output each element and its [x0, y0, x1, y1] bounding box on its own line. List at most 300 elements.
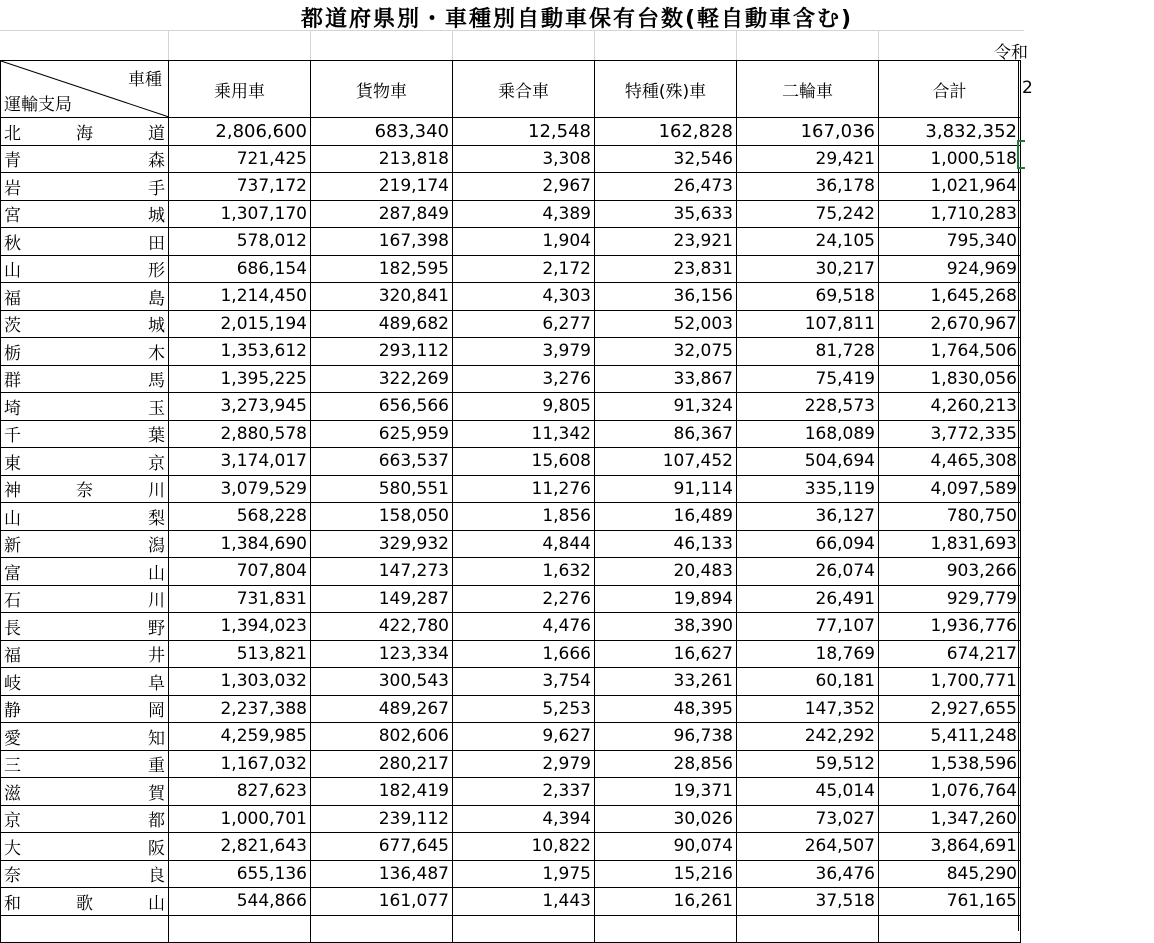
prefecture-cell[interactable]: [1, 338, 169, 366]
value-cell[interactable]: 46,133: [595, 530, 737, 558]
value-cell[interactable]: 3,276: [453, 365, 595, 393]
prefecture-name: [4, 724, 165, 749]
prefecture-name: [4, 834, 165, 859]
value-cell[interactable]: 182,595: [311, 255, 453, 283]
value-cell[interactable]: 2,979: [453, 750, 595, 778]
prefecture-name: [4, 229, 165, 254]
value-cell[interactable]: 9,627: [453, 723, 595, 751]
value-cell[interactable]: 59,512: [737, 750, 879, 778]
value-cell[interactable]: 2,927,655: [879, 695, 1021, 723]
empty-cell[interactable]: [595, 915, 737, 943]
prefecture-name: [4, 311, 165, 336]
value-cell[interactable]: 36,127: [737, 503, 879, 531]
prefecture-char: 城: [148, 206, 165, 227]
value-cell[interactable]: 45,014: [737, 778, 879, 806]
value-cell[interactable]: 33,867: [595, 365, 737, 393]
value-cell[interactable]: 81,728: [737, 338, 879, 366]
value-cell[interactable]: 30,217: [737, 255, 879, 283]
prefecture-char: 青: [4, 151, 21, 172]
value-cell[interactable]: 123,334: [311, 640, 453, 668]
value-cell[interactable]: 38,390: [595, 613, 737, 641]
prefecture-name: [4, 861, 165, 886]
value-cell[interactable]: 16,489: [595, 503, 737, 531]
value-cell[interactable]: 683,340: [311, 118, 453, 146]
value-cell[interactable]: 26,473: [595, 173, 737, 201]
column-gridline: [452, 30, 453, 60]
prefecture-cell[interactable]: [1, 778, 169, 806]
sheet-title: 都道府県別・車種別自動車保有台数(軽自動車含む): [300, 7, 854, 32]
value-cell[interactable]: 707,804: [169, 558, 311, 586]
value-cell[interactable]: 4,260,213: [879, 393, 1021, 421]
value-cell[interactable]: 656,566: [311, 393, 453, 421]
value-cell[interactable]: 96,738: [595, 723, 737, 751]
value-cell[interactable]: 1,700,771: [879, 668, 1021, 696]
column-header-special[interactable]: 特種(殊)車: [595, 61, 737, 118]
active-cell-cursor: [1017, 140, 1025, 169]
value-cell[interactable]: 677,645: [311, 833, 453, 861]
prefecture-char: 長: [4, 618, 21, 639]
table-row: [1, 750, 1021, 778]
value-cell[interactable]: 239,112: [311, 805, 453, 833]
value-cell[interactable]: 845,290: [879, 860, 1021, 888]
value-cell[interactable]: 75,242: [737, 200, 879, 228]
value-cell[interactable]: 686,154: [169, 255, 311, 283]
table-row: [1, 200, 1021, 228]
prefecture-char: 玉: [148, 398, 165, 419]
value-cell[interactable]: 37,518: [737, 888, 879, 916]
value-cell[interactable]: 28,856: [595, 750, 737, 778]
value-cell[interactable]: 335,119: [737, 475, 879, 503]
value-cell[interactable]: 48,395: [595, 695, 737, 723]
prefecture-cell[interactable]: [1, 255, 169, 283]
empty-cell[interactable]: [1, 915, 169, 943]
value-cell[interactable]: 86,367: [595, 420, 737, 448]
value-cell[interactable]: 322,269: [311, 365, 453, 393]
value-cell[interactable]: 73,027: [737, 805, 879, 833]
prefecture-cell[interactable]: [1, 750, 169, 778]
era-label: 令和: [994, 43, 1028, 63]
value-cell[interactable]: 1,936,776: [879, 613, 1021, 641]
prefecture-cell[interactable]: [1, 723, 169, 751]
prefecture-char: 形: [148, 261, 165, 282]
value-cell[interactable]: 36,156: [595, 283, 737, 311]
prefecture-cell[interactable]: [1, 805, 169, 833]
column-header-bus[interactable]: 乗合車: [453, 61, 595, 118]
prefecture-char: 重: [148, 756, 165, 777]
value-cell[interactable]: 1,353,612: [169, 338, 311, 366]
value-cell[interactable]: 293,112: [311, 338, 453, 366]
prefecture-cell[interactable]: [1, 530, 169, 558]
value-cell[interactable]: 4,394: [453, 805, 595, 833]
value-cell[interactable]: 16,627: [595, 640, 737, 668]
prefecture-char: 群: [4, 371, 21, 392]
table-row: [1, 833, 1021, 861]
value-cell[interactable]: 3,832,352: [879, 118, 1021, 146]
value-cell[interactable]: 242,292: [737, 723, 879, 751]
prefecture-name: [4, 256, 165, 281]
value-cell[interactable]: 802,606: [311, 723, 453, 751]
value-cell[interactable]: 5,253: [453, 695, 595, 723]
value-cell[interactable]: 795,340: [879, 228, 1021, 256]
value-cell[interactable]: 91,324: [595, 393, 737, 421]
value-cell[interactable]: 489,682: [311, 310, 453, 338]
value-cell[interactable]: 3,174,017: [169, 448, 311, 476]
prefecture-cell[interactable]: [1, 365, 169, 393]
value-cell[interactable]: 161,077: [311, 888, 453, 916]
value-cell[interactable]: 1,347,260: [879, 805, 1021, 833]
value-cell[interactable]: 30,026: [595, 805, 737, 833]
prefecture-cell[interactable]: [1, 228, 169, 256]
table-row-cut: [1, 915, 1021, 943]
empty-cell[interactable]: [737, 915, 879, 943]
value-cell[interactable]: 162,828: [595, 118, 737, 146]
value-cell[interactable]: 504,694: [737, 448, 879, 476]
value-cell[interactable]: 2,015,194: [169, 310, 311, 338]
value-cell[interactable]: 2,821,643: [169, 833, 311, 861]
value-cell[interactable]: 1,645,268: [879, 283, 1021, 311]
value-cell[interactable]: 167,036: [737, 118, 879, 146]
prefecture-name: [4, 669, 165, 694]
prefecture-name: [4, 284, 165, 309]
table-row: [1, 255, 1021, 283]
prefecture-name: [4, 339, 165, 364]
value-cell[interactable]: 228,573: [737, 393, 879, 421]
value-cell[interactable]: 674,217: [879, 640, 1021, 668]
table-row: [1, 475, 1021, 503]
value-cell[interactable]: 731,831: [169, 585, 311, 613]
value-cell[interactable]: 2,880,578: [169, 420, 311, 448]
value-cell[interactable]: 625,959: [311, 420, 453, 448]
empty-cell[interactable]: [453, 915, 595, 943]
value-cell[interactable]: 663,537: [311, 448, 453, 476]
table-row: [1, 393, 1021, 421]
prefecture-char: 千: [4, 426, 21, 447]
value-cell[interactable]: 219,174: [311, 173, 453, 201]
value-cell[interactable]: 32,075: [595, 338, 737, 366]
empty-cell[interactable]: [169, 915, 311, 943]
value-cell[interactable]: 1,394,023: [169, 613, 311, 641]
value-cell[interactable]: 1,975: [453, 860, 595, 888]
value-cell[interactable]: 1,830,056: [879, 365, 1021, 393]
value-cell[interactable]: 320,841: [311, 283, 453, 311]
value-cell[interactable]: 4,476: [453, 613, 595, 641]
value-cell[interactable]: 578,012: [169, 228, 311, 256]
value-cell[interactable]: 264,507: [737, 833, 879, 861]
value-cell[interactable]: 1,856: [453, 503, 595, 531]
prefecture-cell[interactable]: [1, 448, 169, 476]
value-cell[interactable]: 1,764,506: [879, 338, 1021, 366]
table-row: [1, 420, 1021, 448]
value-cell[interactable]: 11,342: [453, 420, 595, 448]
value-cell[interactable]: 2,237,388: [169, 695, 311, 723]
value-cell[interactable]: 3,754: [453, 668, 595, 696]
value-cell[interactable]: 23,831: [595, 255, 737, 283]
value-cell[interactable]: 32,546: [595, 145, 737, 173]
prefecture-char: 川: [148, 481, 165, 502]
prefecture-char: 田: [148, 233, 165, 254]
prefecture-char: 岩: [4, 178, 21, 199]
value-cell[interactable]: 2,276: [453, 585, 595, 613]
next-column-fragment: 2: [1022, 78, 1033, 98]
value-cell[interactable]: 1,538,596: [879, 750, 1021, 778]
prefecture-char: 木: [148, 343, 165, 364]
value-cell[interactable]: 16,261: [595, 888, 737, 916]
table-row: [1, 723, 1021, 751]
prefecture-cell[interactable]: [1, 310, 169, 338]
prefecture-cell[interactable]: [1, 585, 169, 613]
column-gridline: [168, 30, 169, 60]
table-row: [1, 503, 1021, 531]
table-row: [1, 365, 1021, 393]
corner-header-cell[interactable]: [1, 61, 169, 118]
value-cell[interactable]: 489,267: [311, 695, 453, 723]
prefecture-char: 京: [4, 811, 21, 832]
value-cell[interactable]: 24,105: [737, 228, 879, 256]
prefecture-char: 手: [148, 178, 165, 199]
value-cell[interactable]: 2,967: [453, 173, 595, 201]
value-cell[interactable]: 3,273,945: [169, 393, 311, 421]
value-cell[interactable]: 26,074: [737, 558, 879, 586]
value-cell[interactable]: 182,419: [311, 778, 453, 806]
value-cell[interactable]: 147,352: [737, 695, 879, 723]
value-cell[interactable]: 18,769: [737, 640, 879, 668]
prefecture-name: [4, 174, 165, 199]
value-cell[interactable]: 2,337: [453, 778, 595, 806]
value-cell[interactable]: 5,411,248: [879, 723, 1021, 751]
prefecture-char: 北: [4, 123, 21, 144]
value-cell[interactable]: 52,003: [595, 310, 737, 338]
prefecture-name: [4, 641, 165, 666]
prefecture-char: 川: [148, 591, 165, 612]
value-cell[interactable]: 15,216: [595, 860, 737, 888]
prefecture-cell[interactable]: [1, 503, 169, 531]
value-cell[interactable]: 3,979: [453, 338, 595, 366]
value-cell[interactable]: 3,079,529: [169, 475, 311, 503]
value-cell[interactable]: 91,114: [595, 475, 737, 503]
prefecture-char: 島: [148, 288, 165, 309]
value-cell[interactable]: 36,476: [737, 860, 879, 888]
prefecture-cell[interactable]: [1, 393, 169, 421]
prefecture-name: [4, 476, 165, 501]
prefecture-char: 岐: [4, 673, 21, 694]
value-cell[interactable]: 4,097,589: [879, 475, 1021, 503]
value-cell[interactable]: 4,389: [453, 200, 595, 228]
value-cell[interactable]: 11,276: [453, 475, 595, 503]
value-cell[interactable]: 1,831,693: [879, 530, 1021, 558]
column-header-total[interactable]: 合計: [879, 61, 1021, 118]
table-row: [1, 310, 1021, 338]
value-cell[interactable]: 66,094: [737, 530, 879, 558]
column-header-motorcycle[interactable]: 二輪車: [737, 61, 879, 118]
prefecture-name: [4, 449, 165, 474]
value-cell[interactable]: 761,165: [879, 888, 1021, 916]
value-cell[interactable]: 1,384,690: [169, 530, 311, 558]
value-cell[interactable]: 19,371: [595, 778, 737, 806]
prefecture-cell[interactable]: [1, 420, 169, 448]
column-gridline: [878, 30, 879, 60]
prefecture-char: 富: [4, 563, 21, 584]
value-cell[interactable]: 69,518: [737, 283, 879, 311]
prefecture-cell[interactable]: [1, 888, 169, 916]
value-cell[interactable]: 1,214,450: [169, 283, 311, 311]
value-cell[interactable]: 280,217: [311, 750, 453, 778]
value-cell[interactable]: 75,419: [737, 365, 879, 393]
value-cell[interactable]: 4,465,308: [879, 448, 1021, 476]
prefecture-name: [4, 146, 165, 171]
prefecture-cell[interactable]: [1, 118, 169, 146]
value-cell[interactable]: 12,548: [453, 118, 595, 146]
empty-cell[interactable]: [879, 915, 1021, 943]
value-cell[interactable]: 107,452: [595, 448, 737, 476]
column-header-passenger[interactable]: 乗用車: [169, 61, 311, 118]
value-cell[interactable]: 167,398: [311, 228, 453, 256]
column-header-cargo[interactable]: 貨物車: [311, 61, 453, 118]
value-cell[interactable]: 1,021,964: [879, 173, 1021, 201]
value-cell[interactable]: 827,623: [169, 778, 311, 806]
value-cell[interactable]: 90,074: [595, 833, 737, 861]
prefecture-cell[interactable]: [1, 695, 169, 723]
prefecture-char: 和: [4, 893, 21, 914]
prefecture-name: [4, 806, 165, 831]
value-cell[interactable]: 19,894: [595, 585, 737, 613]
value-cell[interactable]: 35,633: [595, 200, 737, 228]
prefecture-char: 山: [4, 261, 21, 282]
value-cell[interactable]: 4,844: [453, 530, 595, 558]
table-row: [1, 558, 1021, 586]
value-cell[interactable]: 10,822: [453, 833, 595, 861]
value-cell[interactable]: 20,483: [595, 558, 737, 586]
value-cell[interactable]: 168,089: [737, 420, 879, 448]
value-cell[interactable]: 1,076,764: [879, 778, 1021, 806]
value-cell[interactable]: 1,303,032: [169, 668, 311, 696]
value-cell[interactable]: 1,307,170: [169, 200, 311, 228]
prefecture-cell[interactable]: [1, 640, 169, 668]
value-cell[interactable]: 2,806,600: [169, 118, 311, 146]
prefecture-char: 愛: [4, 728, 21, 749]
value-cell[interactable]: 544,866: [169, 888, 311, 916]
table-row: [1, 448, 1021, 476]
prefecture-char: 京: [148, 453, 165, 474]
value-cell[interactable]: 929,779: [879, 585, 1021, 613]
prefecture-name: [4, 504, 165, 529]
prefecture-char: 福: [4, 288, 21, 309]
value-cell[interactable]: 15,608: [453, 448, 595, 476]
value-cell[interactable]: 1,000,701: [169, 805, 311, 833]
value-cell[interactable]: 924,969: [879, 255, 1021, 283]
value-cell[interactable]: 780,750: [879, 503, 1021, 531]
value-cell[interactable]: 568,228: [169, 503, 311, 531]
table-row: [1, 228, 1021, 256]
prefecture-char: 阪: [148, 838, 165, 859]
value-cell[interactable]: 3,864,691: [879, 833, 1021, 861]
value-cell[interactable]: 213,818: [311, 145, 453, 173]
prefecture-name: [4, 751, 165, 776]
value-cell[interactable]: 721,425: [169, 145, 311, 173]
vehicle-type-label: 車種: [128, 70, 162, 90]
value-cell[interactable]: 2,670,967: [879, 310, 1021, 338]
value-cell[interactable]: 287,849: [311, 200, 453, 228]
prefecture-char: 森: [148, 151, 165, 172]
prefecture-char: 奈: [4, 866, 21, 887]
prefecture-cell[interactable]: [1, 475, 169, 503]
value-cell[interactable]: 3,308: [453, 145, 595, 173]
prefecture-cell[interactable]: [1, 860, 169, 888]
value-cell[interactable]: 1,443: [453, 888, 595, 916]
value-cell[interactable]: 9,805: [453, 393, 595, 421]
value-cell[interactable]: 149,287: [311, 585, 453, 613]
value-cell[interactable]: 1,710,283: [879, 200, 1021, 228]
value-cell[interactable]: 329,932: [311, 530, 453, 558]
value-cell[interactable]: 1,167,032: [169, 750, 311, 778]
value-cell[interactable]: 513,821: [169, 640, 311, 668]
prefecture-cell[interactable]: [1, 833, 169, 861]
prefecture-name: [4, 779, 165, 804]
value-cell[interactable]: 4,303: [453, 283, 595, 311]
prefecture-cell[interactable]: [1, 558, 169, 586]
value-cell[interactable]: 2,172: [453, 255, 595, 283]
prefecture-name: [4, 696, 165, 721]
value-cell[interactable]: 1,000,518: [879, 145, 1021, 173]
value-cell[interactable]: 6,277: [453, 310, 595, 338]
value-cell[interactable]: 3,772,335: [879, 420, 1021, 448]
bureau-label: 運輸支局: [4, 95, 72, 115]
prefecture-cell[interactable]: [1, 173, 169, 201]
prefecture-char: 滋: [4, 783, 21, 804]
value-cell[interactable]: 77,107: [737, 613, 879, 641]
value-cell[interactable]: 4,259,985: [169, 723, 311, 751]
prefecture-char: 阜: [148, 673, 165, 694]
prefecture-char: 茨: [4, 316, 21, 337]
value-cell[interactable]: 26,491: [737, 585, 879, 613]
value-cell[interactable]: 1,904: [453, 228, 595, 256]
value-cell[interactable]: 33,261: [595, 668, 737, 696]
prefecture-char: 三: [4, 756, 21, 777]
value-cell[interactable]: 903,266: [879, 558, 1021, 586]
prefecture-char: 都: [148, 811, 165, 832]
prefecture-cell[interactable]: [1, 668, 169, 696]
value-cell[interactable]: 422,780: [311, 613, 453, 641]
value-cell[interactable]: 300,543: [311, 668, 453, 696]
prefecture-char: 馬: [148, 371, 165, 392]
prefecture-cell[interactable]: [1, 613, 169, 641]
value-cell[interactable]: 107,811: [737, 310, 879, 338]
value-cell[interactable]: 136,487: [311, 860, 453, 888]
value-cell[interactable]: 23,921: [595, 228, 737, 256]
value-cell[interactable]: 1,395,225: [169, 365, 311, 393]
value-cell[interactable]: 147,273: [311, 558, 453, 586]
prefecture-cell[interactable]: [1, 200, 169, 228]
value-cell[interactable]: 29,421: [737, 145, 879, 173]
prefecture-char: 静: [4, 701, 21, 722]
value-cell[interactable]: 158,050: [311, 503, 453, 531]
value-cell[interactable]: 36,178: [737, 173, 879, 201]
prefecture-char: 秋: [4, 233, 21, 254]
prefecture-char: 山: [4, 508, 21, 529]
prefecture-name: [4, 119, 165, 144]
prefecture-char: 葉: [148, 426, 165, 447]
empty-cell[interactable]: [311, 915, 453, 943]
value-cell[interactable]: 655,136: [169, 860, 311, 888]
value-cell[interactable]: 737,172: [169, 173, 311, 201]
prefecture-cell[interactable]: [1, 283, 169, 311]
value-cell[interactable]: 1,666: [453, 640, 595, 668]
prefecture-char: 福: [4, 646, 21, 667]
value-cell[interactable]: 580,551: [311, 475, 453, 503]
table-row: [1, 668, 1021, 696]
value-cell[interactable]: 1,632: [453, 558, 595, 586]
value-cell[interactable]: 60,181: [737, 668, 879, 696]
prefecture-cell[interactable]: [1, 145, 169, 173]
